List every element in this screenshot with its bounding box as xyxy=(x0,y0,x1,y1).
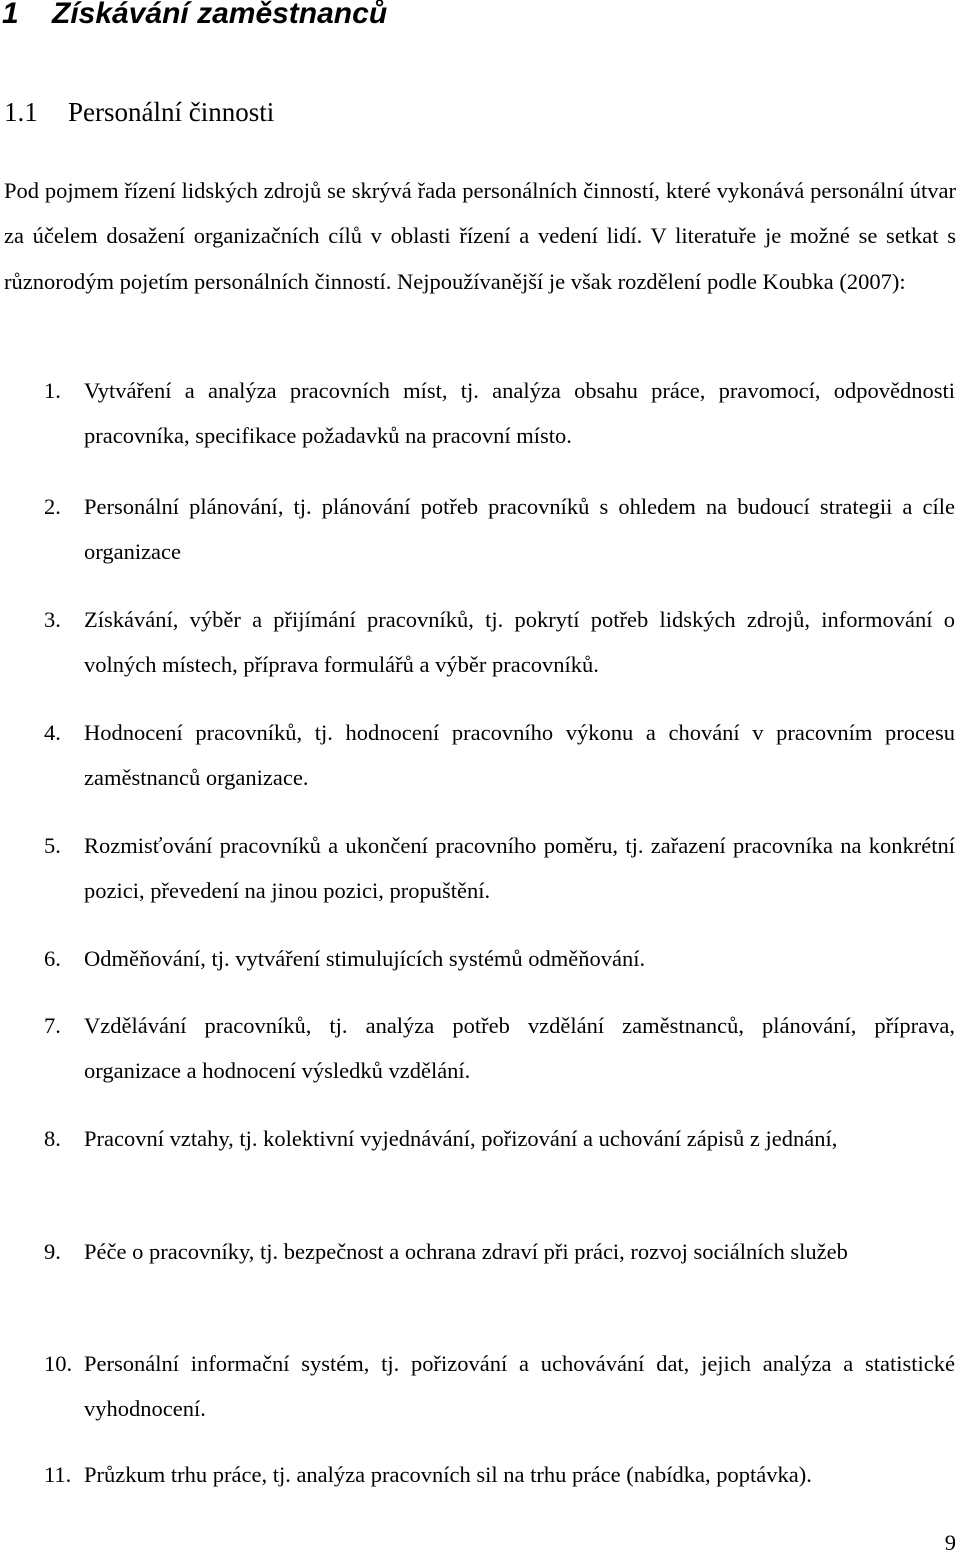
list-item-text: Vzdělávání pracovníků, tj. analýza potřeb vzdělání zaměstnanců, plánování, příprava, organizace a hodnocení výsledků vzdělání. xyxy=(84,1013,955,1084)
chapter-heading xyxy=(2,0,387,34)
list-item-number: 4. xyxy=(44,720,61,745)
list-item-number: 3. xyxy=(44,607,61,632)
list-item-text: Průzkum trhu práce, tj. analýza pracovních sil na trhu práce (nabídka, poptávka). xyxy=(84,1462,812,1487)
list-item-number: 8. xyxy=(44,1126,61,1151)
list-item-text: Pracovní vztahy, tj. kolektivní vyjednávání, pořizování a uchování zápisů z jednání, xyxy=(84,1126,838,1151)
list-item-number: 9. xyxy=(44,1239,61,1264)
list-item-text: Péče o pracovníky, tj. bezpečnost a ochrana zdraví při práci, rozvoj sociálních služeb xyxy=(84,1239,848,1264)
list-item-text: Personální informační systém, tj. pořizování a uchovávání dat, jejich analýza a statistické vyhodnocení. xyxy=(84,1351,955,1422)
intro-paragraph: Pod pojmem řízení lidských zdrojů se skrývá řada personálních činností, které vykonává personální útvar za účelem dosažení organizačních cílů v oblasti řízení a vedení lidí. V literatuře je možné se setkat s různorodým pojetím personálních činností. Nejpoužívanější je však rozdělení podle Koubka (2007): xyxy=(4,178,956,294)
list-item-number: 6. xyxy=(44,946,61,971)
list-item-number: 5. xyxy=(44,833,61,858)
section-heading xyxy=(4,94,274,130)
list-item-text: Získávání, výběr a přijímání pracovníků, tj. pokrytí potřeb lidských zdrojů, informování o volných místech, příprava formulářů a výběr pracovníků. xyxy=(84,607,955,678)
list-item-number: 10. xyxy=(44,1351,73,1376)
section-number: 1.1 xyxy=(4,97,38,127)
page-number: 9 xyxy=(944,1530,956,1555)
list-item-number: 1. xyxy=(44,378,61,403)
chapter-number: 1 xyxy=(2,0,19,30)
list-item-number: 11. xyxy=(44,1462,72,1487)
list-item-text: Vytváření a analýza pracovních míst, tj. analýza obsahu práce, pravomocí, odpovědnosti pracovníka, specifikace požadavků na pracovní místo. xyxy=(84,378,955,449)
list-item-number: 2. xyxy=(44,494,61,519)
list-item-text: Hodnocení pracovníků, tj. hodnocení pracovního výkonu a chování v pracovním procesu zaměstnanců organizace. xyxy=(84,720,955,791)
chapter-title: Získávání zaměstnanců xyxy=(52,0,388,30)
list-item-text: Rozmisťování pracovníků a ukončení pracovního poměru, tj. zařazení pracovníka na konkrétní pozici, převedení na jinou pozici, propuštění. xyxy=(84,833,955,904)
section-title: Personální činnosti xyxy=(68,97,275,127)
list-item-number: 7. xyxy=(44,1013,61,1038)
list-item-text: Odměňování, tj. vytváření stimulujících systémů odměňování. xyxy=(84,946,646,971)
list-item-text: Personální plánování, tj. plánování potřeb pracovníků s ohledem na budoucí strategii a cíle organizace xyxy=(84,494,955,565)
